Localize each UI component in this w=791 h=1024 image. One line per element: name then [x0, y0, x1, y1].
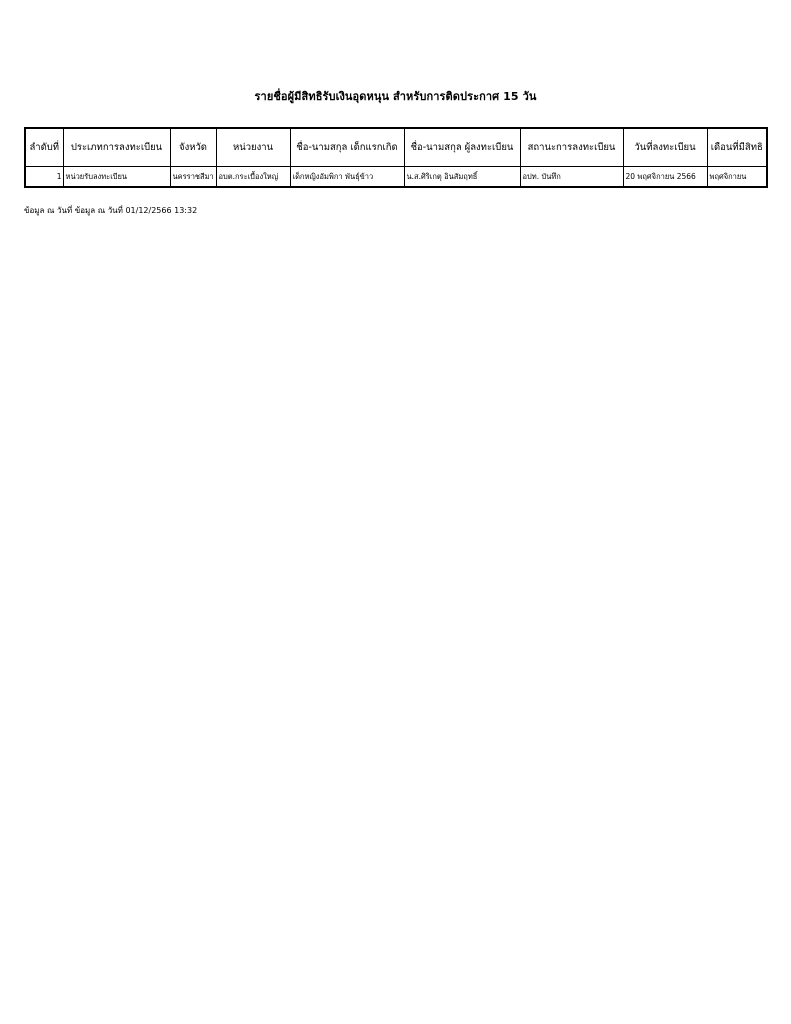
header-registration-date: วันที่ลงทะเบียน — [623, 128, 707, 167]
cell-registration-status: อปท. บันทึก — [520, 167, 623, 188]
header-order-no: ลำดับที่ — [25, 128, 63, 167]
table-header-row — [25, 128, 767, 167]
header-registration-status: สถานะการลงทะเบียน — [520, 128, 623, 167]
header-province: จังหวัด — [170, 128, 216, 167]
cell-eligible-month: พฤศจิกายน — [707, 167, 767, 188]
data-timestamp-note: ข้อมูล ณ วันที่ ข้อมูล ณ วันที่ 01/12/2566 13:32 — [24, 206, 198, 215]
cell-province: นครราชสีมา — [170, 167, 216, 188]
header-agency: หน่วยงาน — [216, 128, 290, 167]
cell-registration-type: หน่วยรับลงทะเบียน — [63, 167, 170, 188]
cell-order-no: 1 — [25, 167, 63, 188]
cell-newborn-name: เด็กหญิงอัมพิกา พันธุ์ข้าว — [290, 167, 404, 188]
table-row — [25, 167, 767, 188]
cell-agency: อบต.กระเบื้องใหญ่ — [216, 167, 290, 188]
beneficiary-table — [24, 127, 768, 188]
cell-registration-date: 20 พฤศจิกายน 2566 — [623, 167, 707, 188]
header-newborn-name: ชื่อ-นามสกุล เด็กแรกเกิด — [290, 128, 404, 167]
header-registration-type: ประเภทการลงทะเบียน — [63, 128, 170, 167]
cell-registrant-name: น.ส.ศิริเกตุ อินสัมฤทธิ์ — [404, 167, 520, 188]
document-title: รายชื่อผู้มีสิทธิรับเงินอุดหนุน สำหรับการติดประกาศ 15 วัน — [254, 90, 537, 103]
header-registrant-name: ชื่อ-นามสกุล ผู้ลงทะเบียน — [404, 128, 520, 167]
header-eligible-month: เดือนที่มีสิทธิ — [707, 128, 767, 167]
